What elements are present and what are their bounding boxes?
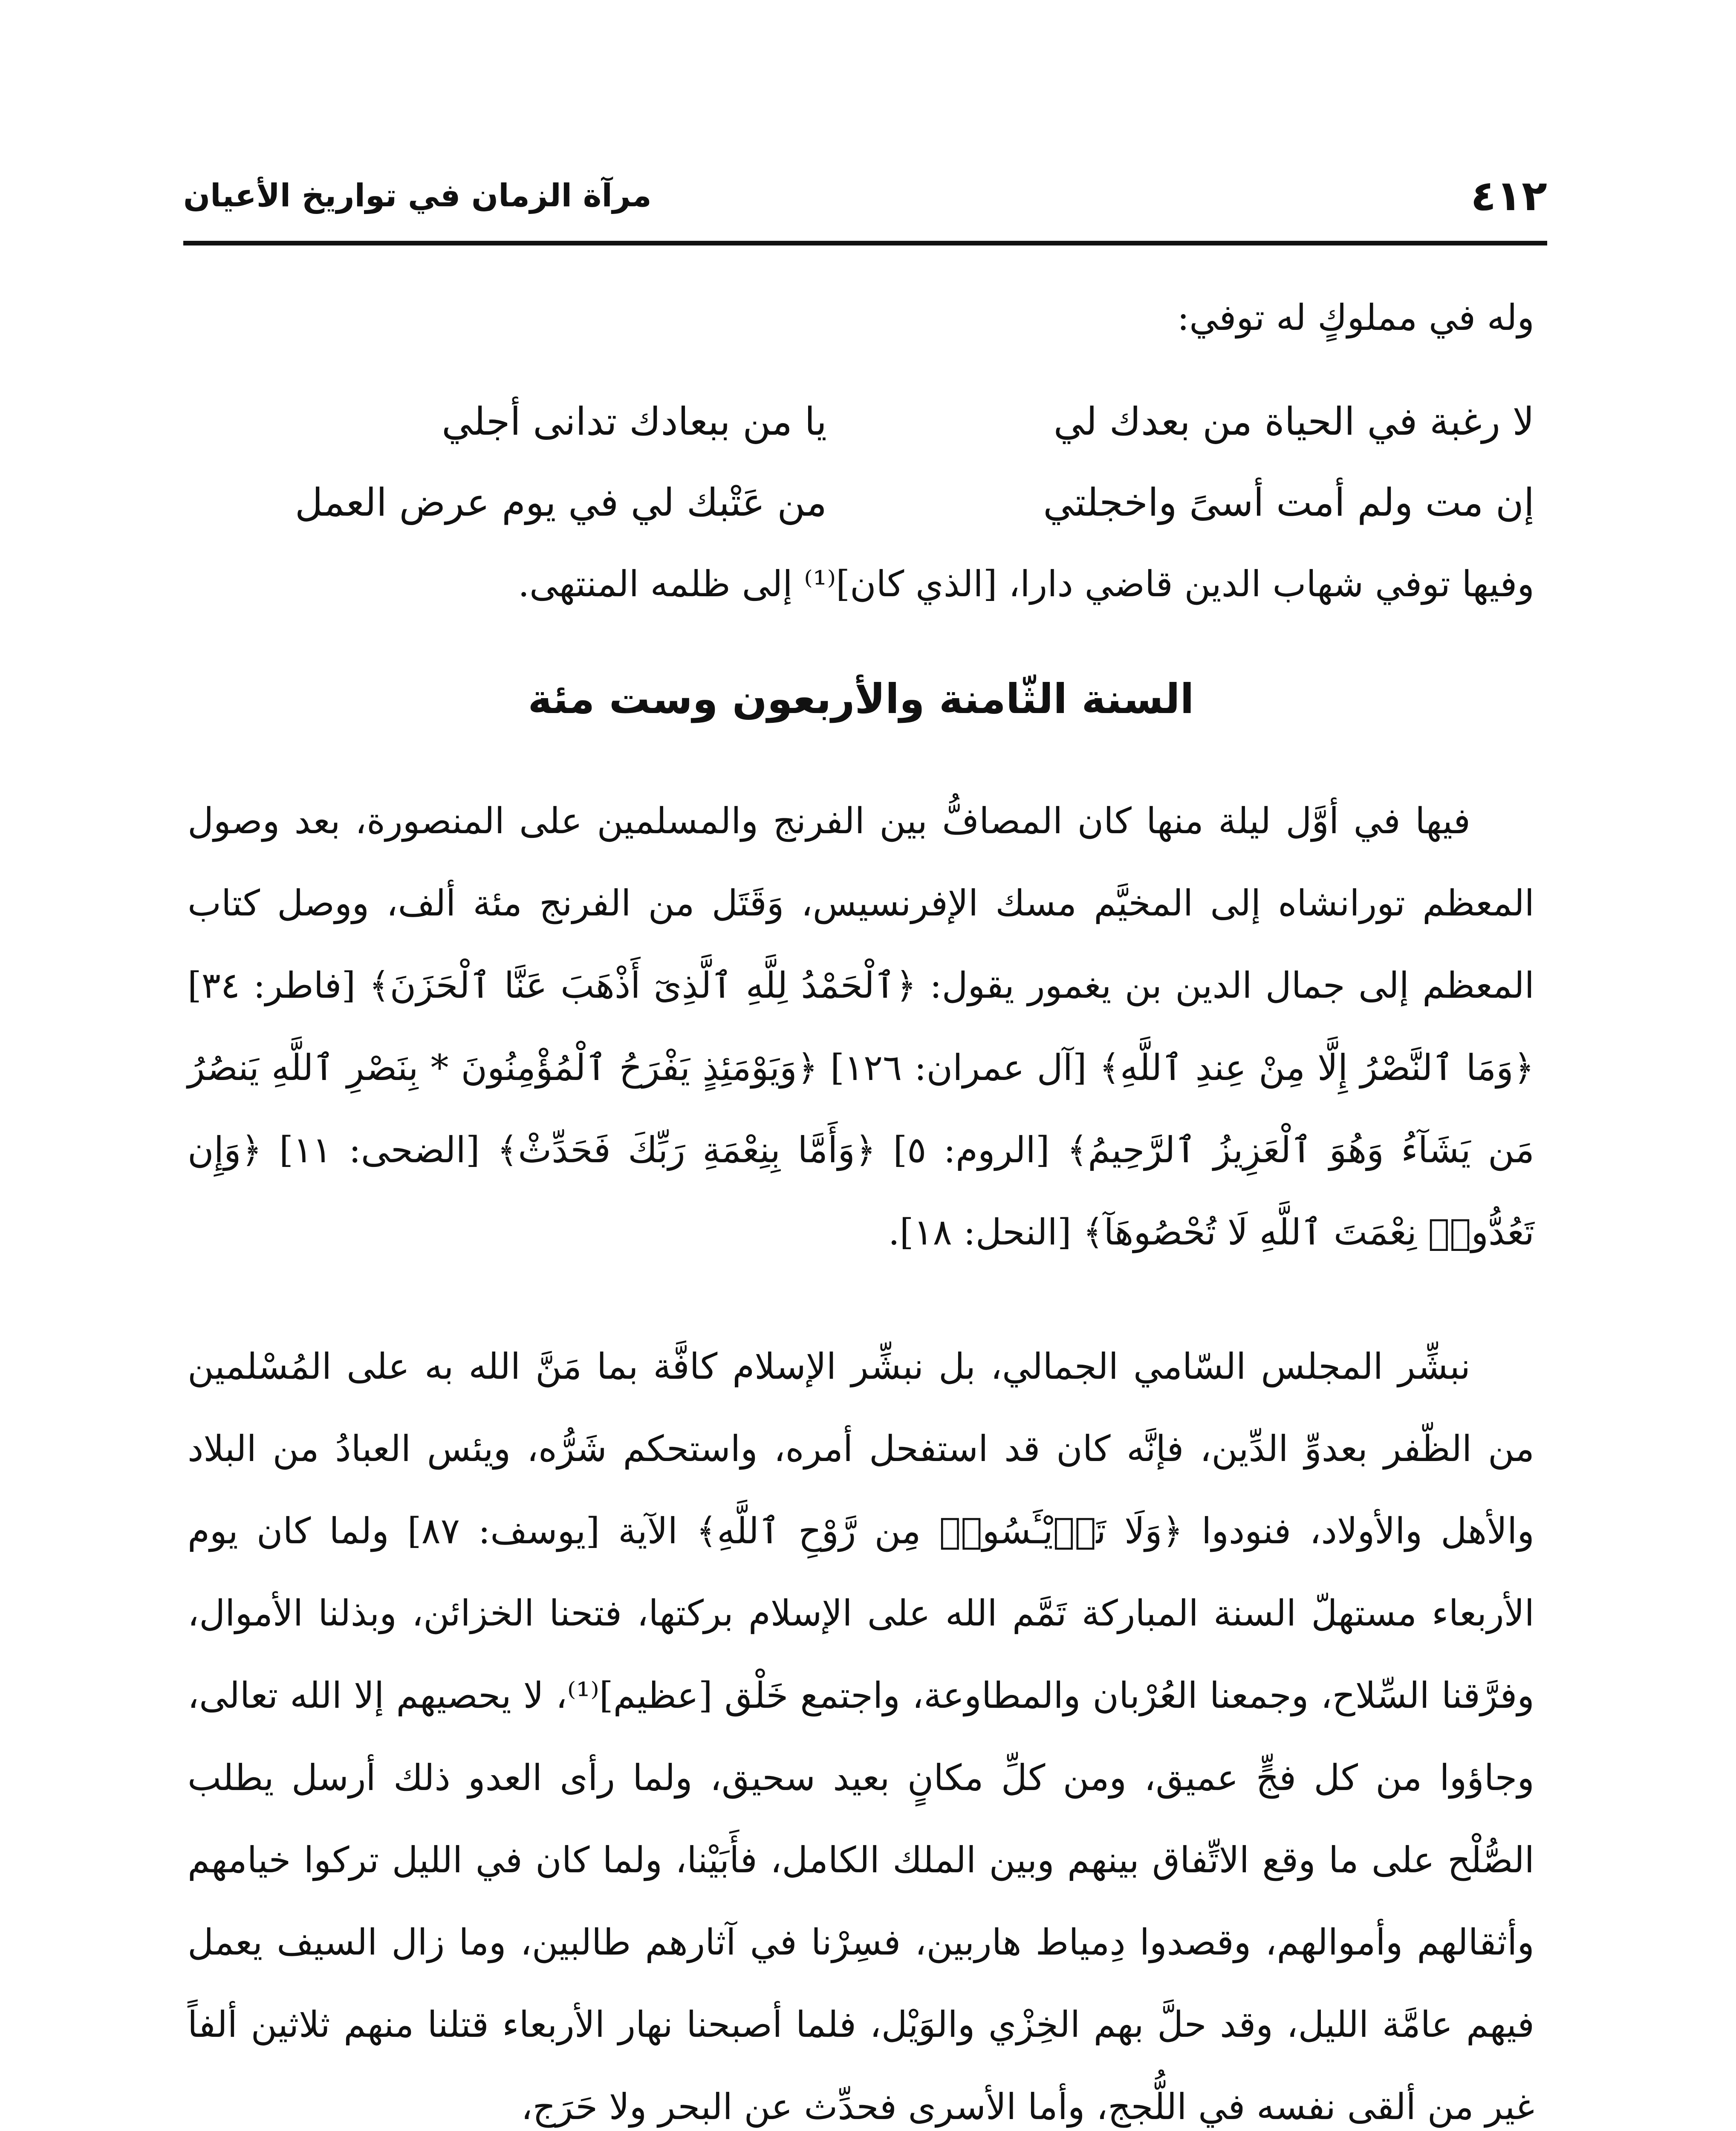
verse-second-hemistich: من عَتْبك لي في يوم عرض العمل bbox=[295, 480, 827, 525]
poem-verse bbox=[188, 469, 1534, 537]
poem-intro-line: وله في مملوكٍ له توفي: bbox=[1177, 297, 1534, 338]
verse-second-hemistich: يا من ببعادك تدانى أجلي bbox=[442, 399, 827, 444]
header-rule bbox=[183, 241, 1547, 245]
verse-first-hemistich: إن مت ولم أمت أسىً واخجلتي bbox=[1043, 480, 1534, 525]
poem-verse bbox=[188, 388, 1534, 456]
section-title: السنة الثّامنة والأربعون وست مئة bbox=[528, 675, 1194, 723]
running-header bbox=[183, 168, 1547, 224]
verse-first-hemistich: لا رغبة في الحياة من بعدك لي bbox=[1053, 399, 1534, 444]
book-title: مرآة الزمان في تواريخ الأعيان bbox=[183, 177, 652, 214]
body-paragraph: نبشِّر المجلس السّامي الجمالي، بل نبشِّر الإسلام كافَّة بما مَنَّ الله به على المُسْلمين من الظّفر بعدوِّ الدِّين، فإنَّه كان قد استفحل أمره، واستحكم شَرُّه، ويئس العبادُ من البلاد والأهل والأولاد، فنودوا ﴿وَلَا تَا۟يْـَٔسُوا۟ مِن رَّوْحِ ٱللَّهِ﴾ الآية [يوسف: ٨٧] ولما كان يوم الأربعاء مستهلّ السنة المباركة تَمَّم الله على الإسلام بركتها، فتحنا الخزائن، وبذلنا الأموال، وفرَّقنا السِّلاح، وجمعنا العُرْبان والمطاوعة، واجتمع خَلْق [عظيم]⁽¹⁾، لا يحصيهم إلا الله تعالى، وجاؤوا من كل فجٍّ عميق، ومن كلِّ مكانٍ بعيد سحيق، ولما رأى العدو ذلك أرسل يطلب الصُّلْح على ما وقع الاتِّفاق بينهم وبين الملك الكامل، فأَبَيْنا، ولما كان في الليل تركوا خيامهم وأثقالهم وأموالهم، وقصدوا دِمياط هاربين، فسِرْنا في آثارهم طالبين، وما زال السيف يعمل فيهم عامَّة الليل، وقد حلَّ بهم الخِزْي والوَيْل، فلما أصبحنا نهار الأربعاء قتلنا منهم ثلاثين ألفاً غير من ألقى نفسه في اللُّجج، وأما الأسرى فحدِّث عن البحر ولا حَرَج، bbox=[188, 1346, 1534, 2128]
body-paragraph: فيها في أوَّل ليلة منها كان المصافُّ بين الفرنج والمسلمين على المنصورة، بعد وصول المعظم تورانشاه إلى المخيَّم مسك الإفرنسيس، وَقَتَل من الفرنج مئة ألف، ووصل كتاب المعظم إلى جمال الدين بن يغمور يقول: ﴿ٱلْحَمْدُ لِلَّهِ ٱلَّذِىٓ أَذْهَبَ عَنَّا ٱلْحَزَنَ﴾ [فاطر: ٣٤] ﴿وَمَا ٱلنَّصْرُ إِلَّا مِنْ عِندِ ٱللَّهِ﴾ [آل عمران: ١٢٦] ﴿وَيَوْمَئِذٍ يَفْرَحُ ٱلْمُؤْمِنُونَ * بِنَصْرِ ٱللَّهِ يَنصُرُ مَن يَشَآءُ وَهُوَ ٱلْعَزِيزُ ٱلرَّحِيمُ﴾ [الروم: ٥] ﴿وَأَمَّا بِنِعْمَةِ رَبِّكَ فَحَدِّثْ﴾ [الضحى: ١١] ﴿وَإِن تَعُدُّوا۟ نِعْمَتَ ٱللَّهِ لَا تُحْصُوهَآ﴾ [النحل: ١٨]. bbox=[188, 800, 1535, 1253]
death-notice-line: وفيها توفي شهاب الدين قاضي دارا، [الذي كان]⁽¹⁾ إلى ظلمه المنتهى. bbox=[518, 563, 1534, 605]
page-number: ٤١٢ bbox=[1470, 172, 1547, 220]
